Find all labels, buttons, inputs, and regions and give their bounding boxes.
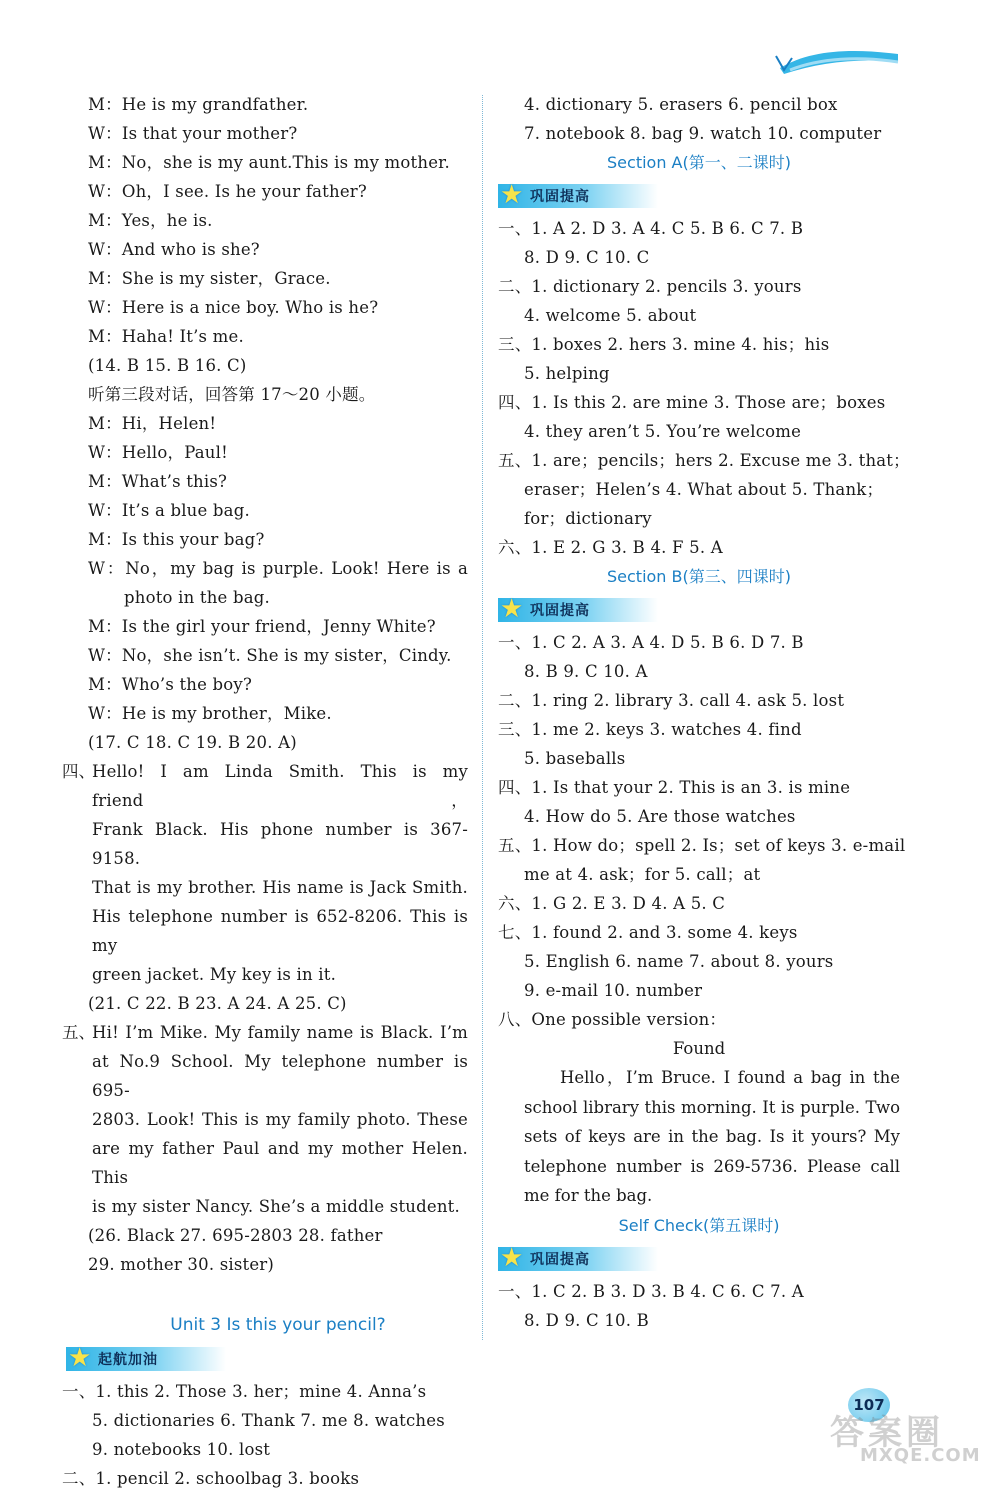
answer-line: me at 4. ask；for 5. call；at	[524, 865, 761, 884]
banner-label: 巩固提高	[530, 603, 590, 619]
answer-line: 4. they aren’t 5. You’re welcome	[524, 422, 802, 441]
answer-line: 四、1. Is that your 2. This is an 3. is mine	[498, 778, 851, 797]
answer-line: 9. notebooks 10. lost	[92, 1440, 271, 1459]
answer-line: 4. dictionary 5. erasers 6. pencil box	[524, 95, 838, 114]
star-icon: ★	[500, 594, 524, 624]
dialog-line: W：Here is a nice boy. Who is he?	[88, 298, 379, 317]
answer-line: 七、1. found 2. and 3. some 4. keys	[498, 923, 798, 942]
passage-line: are my father Paul and my mother Helen. This	[92, 1139, 468, 1187]
dialog-line: W：Is that your mother?	[88, 124, 298, 143]
dialog-line: W：He is my brother，Mike.	[88, 704, 332, 723]
section-a-title: Section A(第一、二课时)	[607, 153, 791, 172]
passage-line: His telephone number is 652-8206. This is my	[92, 907, 468, 955]
answer-line: eraser；Helen’s 4. What about 5. Thank；	[524, 480, 884, 499]
answer-line: 一、1. C 2. B 3. D 3. B 4. C 6. C 7. A	[498, 1281, 804, 1301]
dialog-line: M：She is my sister，Grace.	[88, 269, 331, 288]
answer-key: (26. Black 27. 695-2803 28. father	[88, 1226, 383, 1245]
dialog-line: W：Oh，I see. Is he your father?	[88, 182, 367, 201]
watermark-domain: MXQE.COM	[860, 1445, 981, 1466]
answer-line: 三、1. boxes 2. hers 3. mine 4. his；his	[498, 335, 830, 354]
watermark-text: 答案圈	[830, 1413, 944, 1453]
passage-line: green jacket. My key is in it.	[92, 965, 337, 984]
dialog-line: M：No，she is my aunt.This is my mother.	[88, 153, 450, 172]
answer-line: 5. English 6. name 7. about 8. yours	[524, 952, 834, 971]
answer-line: 9. e-mail 10. number	[524, 981, 703, 1000]
star-icon: ★	[500, 1242, 524, 1273]
star-icon: ★	[500, 180, 524, 210]
answer-line: 8. B 9. C 10. A	[524, 662, 648, 681]
dialog-line: W：Hello，Paul!	[88, 443, 228, 462]
dialog-line: M：Is this your bag?	[88, 530, 265, 549]
section-banner	[498, 1242, 658, 1273]
section-b-title: Section B(第三、四课时)	[607, 567, 791, 586]
answer-line: 六、1. G 2. E 3. D 4. A 5. C	[498, 894, 726, 913]
section-banner	[498, 180, 658, 210]
section-banner	[498, 594, 658, 624]
column-divider	[482, 95, 483, 1340]
part-label: 四、	[62, 762, 95, 781]
answer-line: 五、1. are；pencils；hers 2. Excuse me 3. that；	[498, 451, 910, 470]
watermark	[790, 1405, 1000, 1467]
dialog-line: photo in the bag.	[124, 588, 270, 607]
essay-text: Hello，I’m Bruce. I found a bag in the school library this morning. It is purple. Two sets of keys are in the bag. Is it yours? My telephone number is 269-5736. Please call me for the bag.	[524, 1068, 900, 1205]
answer-line: 八、One possible version：	[498, 1010, 727, 1029]
passage-line: Hi! I’m Mike. My family name is Black. I’m	[92, 1023, 468, 1042]
dialog-line: W：No，she isn’t. She is my sister，Cindy.	[88, 646, 452, 665]
answer-line: 5. helping	[524, 364, 610, 383]
answer-line: 六、1. E 2. G 3. B 4. F 5. A	[498, 538, 723, 557]
header-swoosh-icon	[770, 40, 900, 80]
dialog-line: M：Is the girl your friend，Jenny White?	[88, 617, 436, 636]
answer-line: 三、1. me 2. keys 3. watches 4. find	[498, 720, 802, 739]
answer-line: 二、1. dictionary 2. pencils 3. yours	[498, 277, 802, 296]
right-column	[498, 90, 910, 1335]
section-banner	[66, 1343, 226, 1373]
part-four	[62, 757, 468, 989]
star-icon: ★	[68, 1343, 92, 1373]
banner-label: 巩固提高	[530, 1251, 590, 1268]
answer-line: 一、1. A 2. D 3. A 4. C 5. B 6. C 7. B	[498, 219, 804, 238]
left-column	[62, 90, 468, 1493]
instruction: 听第三段对话，回答第 17～20 小题。	[88, 385, 376, 404]
answer-line: for；dictionary	[524, 509, 652, 528]
answer-key: (21. C 22. B 23. A 24. A 25. C)	[88, 994, 347, 1013]
dialog-line: M：What’s this?	[88, 472, 228, 491]
dialog-line: W：No，my bag is purple. Look! Here is a	[88, 559, 468, 578]
answer-line: 二、1. pencil 2. schoolbag 3. books	[62, 1469, 360, 1488]
dialog-line: M：Haha! It’s me.	[88, 327, 244, 346]
answer-line: 7. notebook 8. bag 9. watch 10. computer	[524, 124, 882, 143]
answer-key: (17. C 18. C 19. B 20. A)	[88, 733, 297, 752]
dialog-line: M：Who’s the boy?	[88, 675, 253, 694]
passage-line: is my sister Nancy. She’s a middle student.	[92, 1197, 460, 1216]
banner-label: 起航加油	[98, 1352, 158, 1368]
answer-line: 一、1. this 2. Those 3. her；mine 4. Anna’s	[62, 1382, 427, 1401]
passage-line: Hello! I am Linda Smith. This is my friend，	[92, 762, 468, 810]
answer-line: 5. dictionaries 6. Thank 7. me 8. watches	[92, 1411, 445, 1430]
answer-key: (14. B 15. B 16. C)	[88, 356, 247, 375]
answer-line: 4. welcome 5. about	[524, 306, 697, 325]
answer-line: 四、1. Is this 2. are mine 3. Those are；boxes	[498, 393, 886, 412]
unit-title: Unit 3 Is this your pencil?	[170, 1315, 386, 1335]
answer-line: 五、1. How do；spell 2. Is；set of keys 3. e-mail	[498, 836, 906, 855]
part-five	[62, 1018, 468, 1221]
passage-line: Frank Black. His phone number is 367-9158.	[92, 820, 468, 868]
answer-key: 29. mother 30. sister)	[88, 1255, 275, 1274]
answer-line: 二、1. ring 2. library 3. call 4. ask 5. lost	[498, 691, 845, 710]
answer-line: 4. How do 5. Are those watches	[524, 807, 796, 826]
part-label: 五、	[62, 1023, 95, 1042]
dialog-line: W：It’s a blue bag.	[88, 501, 250, 520]
essay-title: Found	[672, 1039, 726, 1058]
page-number: 107	[848, 1388, 890, 1422]
banner-label: 巩固提高	[530, 189, 590, 205]
passage-line: That is my brother. His name is Jack Smith.	[92, 878, 468, 897]
answer-line: 一、1. C 2. A 3. A 4. D 5. B 6. D 7. B	[498, 633, 804, 652]
dialog-line: M：He is my grandfather.	[88, 95, 309, 114]
dialog-line: M：Yes，he is.	[88, 211, 213, 230]
self-check-title: Self Check(第五课时)	[618, 1215, 780, 1235]
passage-line: at No.9 School. My telephone number is 695-	[92, 1052, 468, 1100]
answer-line: 5. baseballs	[524, 749, 626, 768]
answer-line: 8. D 9. C 10. B	[524, 1310, 649, 1330]
dialog-line: W：And who is she?	[88, 240, 260, 259]
dialog-line: M：Hi，Helen!	[88, 414, 217, 433]
passage-line: 2803. Look! This is my family photo. These	[92, 1110, 468, 1129]
answer-line: 8. D 9. C 10. C	[524, 248, 650, 267]
